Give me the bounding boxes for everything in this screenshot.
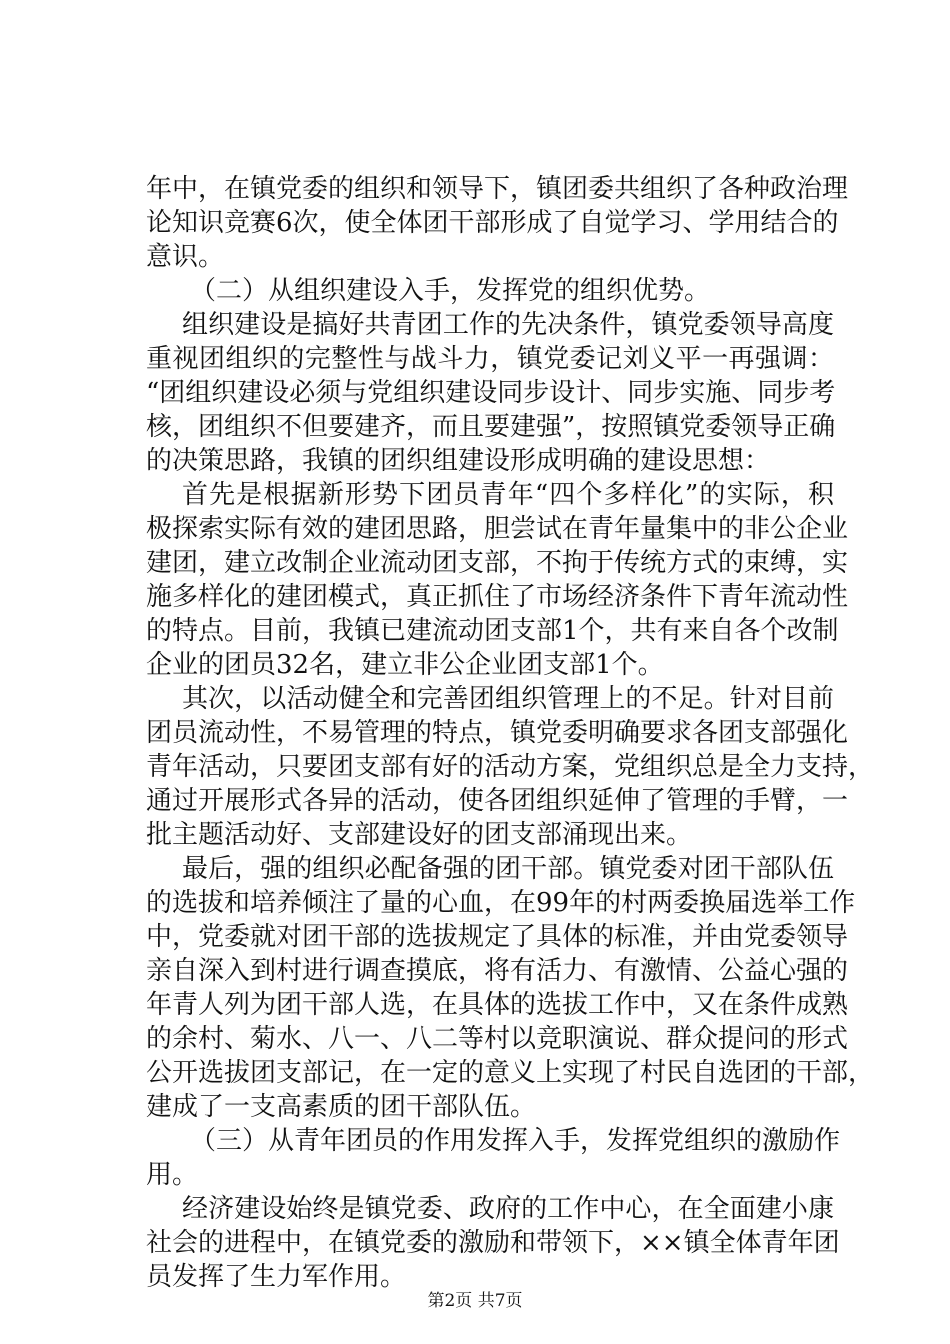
- text-line: 意识。: [146, 242, 225, 272]
- text-line: 年青人列为团干部人选，在具体的选拔工作中，又在条件成熟: [146, 990, 849, 1020]
- text-line: 最后，强的组织必配备强的团干部。镇党委对团干部队伍: [182, 854, 834, 884]
- text-line: 其次，以活动健全和完善团组织管理上的不足。针对目前: [182, 684, 834, 714]
- text-line: 建成了一支高素质的团干部队伍。: [146, 1092, 537, 1122]
- page-footer: 第2页 共7页: [427, 1291, 523, 1311]
- text-line: 团员流动性，不易管理的特点，镇党委明确要求各团支部强化: [146, 718, 849, 748]
- text-line: 核，团组织不但要建齐，而且要建强”，按照镇党委领导正确: [146, 412, 836, 442]
- section-heading-continued: 用。: [146, 1160, 199, 1190]
- text-line: 的特点。目前，我镇已建流动团支部1个，共有来自各个改制: [146, 616, 839, 646]
- text-line: 青年活动，只要团支部有好的活动方案，党组织总是全力支持，: [146, 752, 875, 782]
- text-line: 施多样化的建团模式，真正抓住了市场经济条件下青年流动性: [146, 582, 849, 612]
- text-line: 通过开展形式各异的活动，使各团组织延伸了管理的手臂，一: [146, 786, 849, 816]
- text-line: 的选拔和培养倾注了量的心血，在99年的村两委换届选举工作: [146, 888, 856, 918]
- text-line: 批主题活动好、支部建设好的团支部涌现出来。: [146, 820, 693, 850]
- text-line: 的决策思路，我镇的团织组建设形成明确的建设思想：: [146, 446, 771, 476]
- text-line: 公开选拔团支部记，在一定的意义上实现了村民自选团的干部，: [146, 1058, 875, 1088]
- text-line: 的余村、菊水、八一、八二等村以竞职演说、群众提问的形式: [146, 1024, 849, 1054]
- text-line: 重视团组织的完整性与战斗力，镇党委记刘义平一再强调：: [146, 344, 834, 374]
- text-line: 论知识竞赛6次，使全体团干部形成了自觉学习、学用结合的: [146, 208, 839, 238]
- text-line: 企业的团员32名，建立非公企业团支部1个。: [146, 650, 664, 680]
- text-line: 建团，建立改制企业流动团支部，不拘于传统方式的束缚，实: [146, 548, 849, 578]
- text-line: 组织建设是搞好共青团工作的先决条件，镇党委领导高度: [182, 310, 834, 340]
- section-heading: （二）从组织建设入手，发挥党的组织优势。: [190, 276, 711, 306]
- text-line: 亲自深入到村进行调查摸底，将有活力、有激情、公益心强的: [146, 956, 849, 986]
- text-line: “团组织建设必须与党组织建设同步设计、同步实施、同步考: [146, 378, 836, 408]
- text-line: 首先是根据新形势下团员青年“四个多样化”的实际，积: [182, 480, 834, 510]
- text-line: 极探索实际有效的建团思路，胆尝试在青年量集中的非公企业: [146, 514, 849, 544]
- text-line: 社会的进程中，在镇党委的激励和带领下，××镇全体青年团: [146, 1228, 840, 1258]
- text-line: 中，党委就对团干部的选拔规定了具体的标准，并由党委领导: [146, 922, 849, 952]
- text-line: 经济建设始终是镇党委、政府的工作中心，在全面建小康: [182, 1194, 834, 1224]
- text-line: 年中，在镇党委的组织和领导下，镇团委共组织了各种政治理: [146, 174, 849, 204]
- text-line: 员发挥了生力军作用。: [146, 1262, 407, 1292]
- section-heading: （三）从青年团员的作用发挥入手，发挥党组织的激励作: [190, 1126, 841, 1156]
